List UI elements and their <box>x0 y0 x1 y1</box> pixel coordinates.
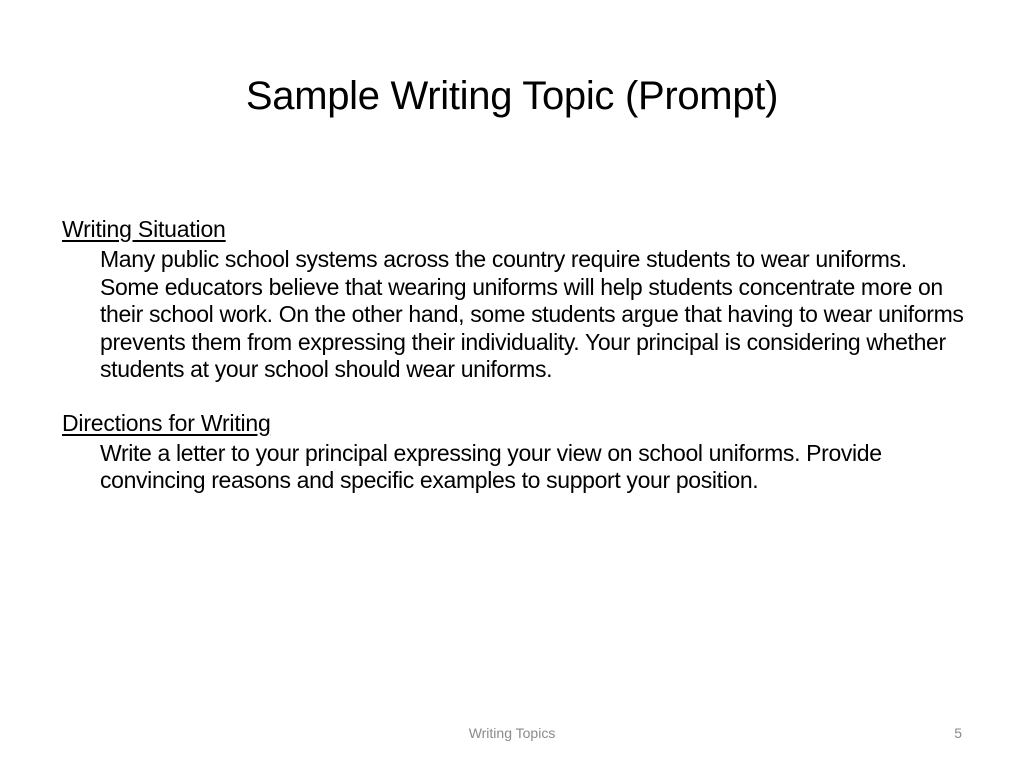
directions-body: Write a letter to your principal expressing your view on school uniforms. Provide convincing reasons and specific examples to support your position. <box>100 439 882 493</box>
writing-situation-heading: Writing Situation <box>62 216 226 242</box>
directions-heading: Directions for Writing <box>62 409 271 436</box>
writing-situation-section <box>62 214 972 384</box>
footer-label: Writing Topics <box>468 725 556 741</box>
directions-section <box>62 408 972 495</box>
slide-content <box>62 214 972 495</box>
slide-title: Sample Writing Topic (Prompt) <box>245 74 779 118</box>
page-number: 5 <box>954 725 962 741</box>
writing-situation-body: Many public school systems across the country require students to wear uniforms. Some educators believe that wearing uniforms will help students concentrate more on their school work. On the other hand, some students argue that having to wear uniforms prevents them from expressing their individuality. Your principal is considering whether students at your school should wear uniforms. <box>100 246 964 382</box>
